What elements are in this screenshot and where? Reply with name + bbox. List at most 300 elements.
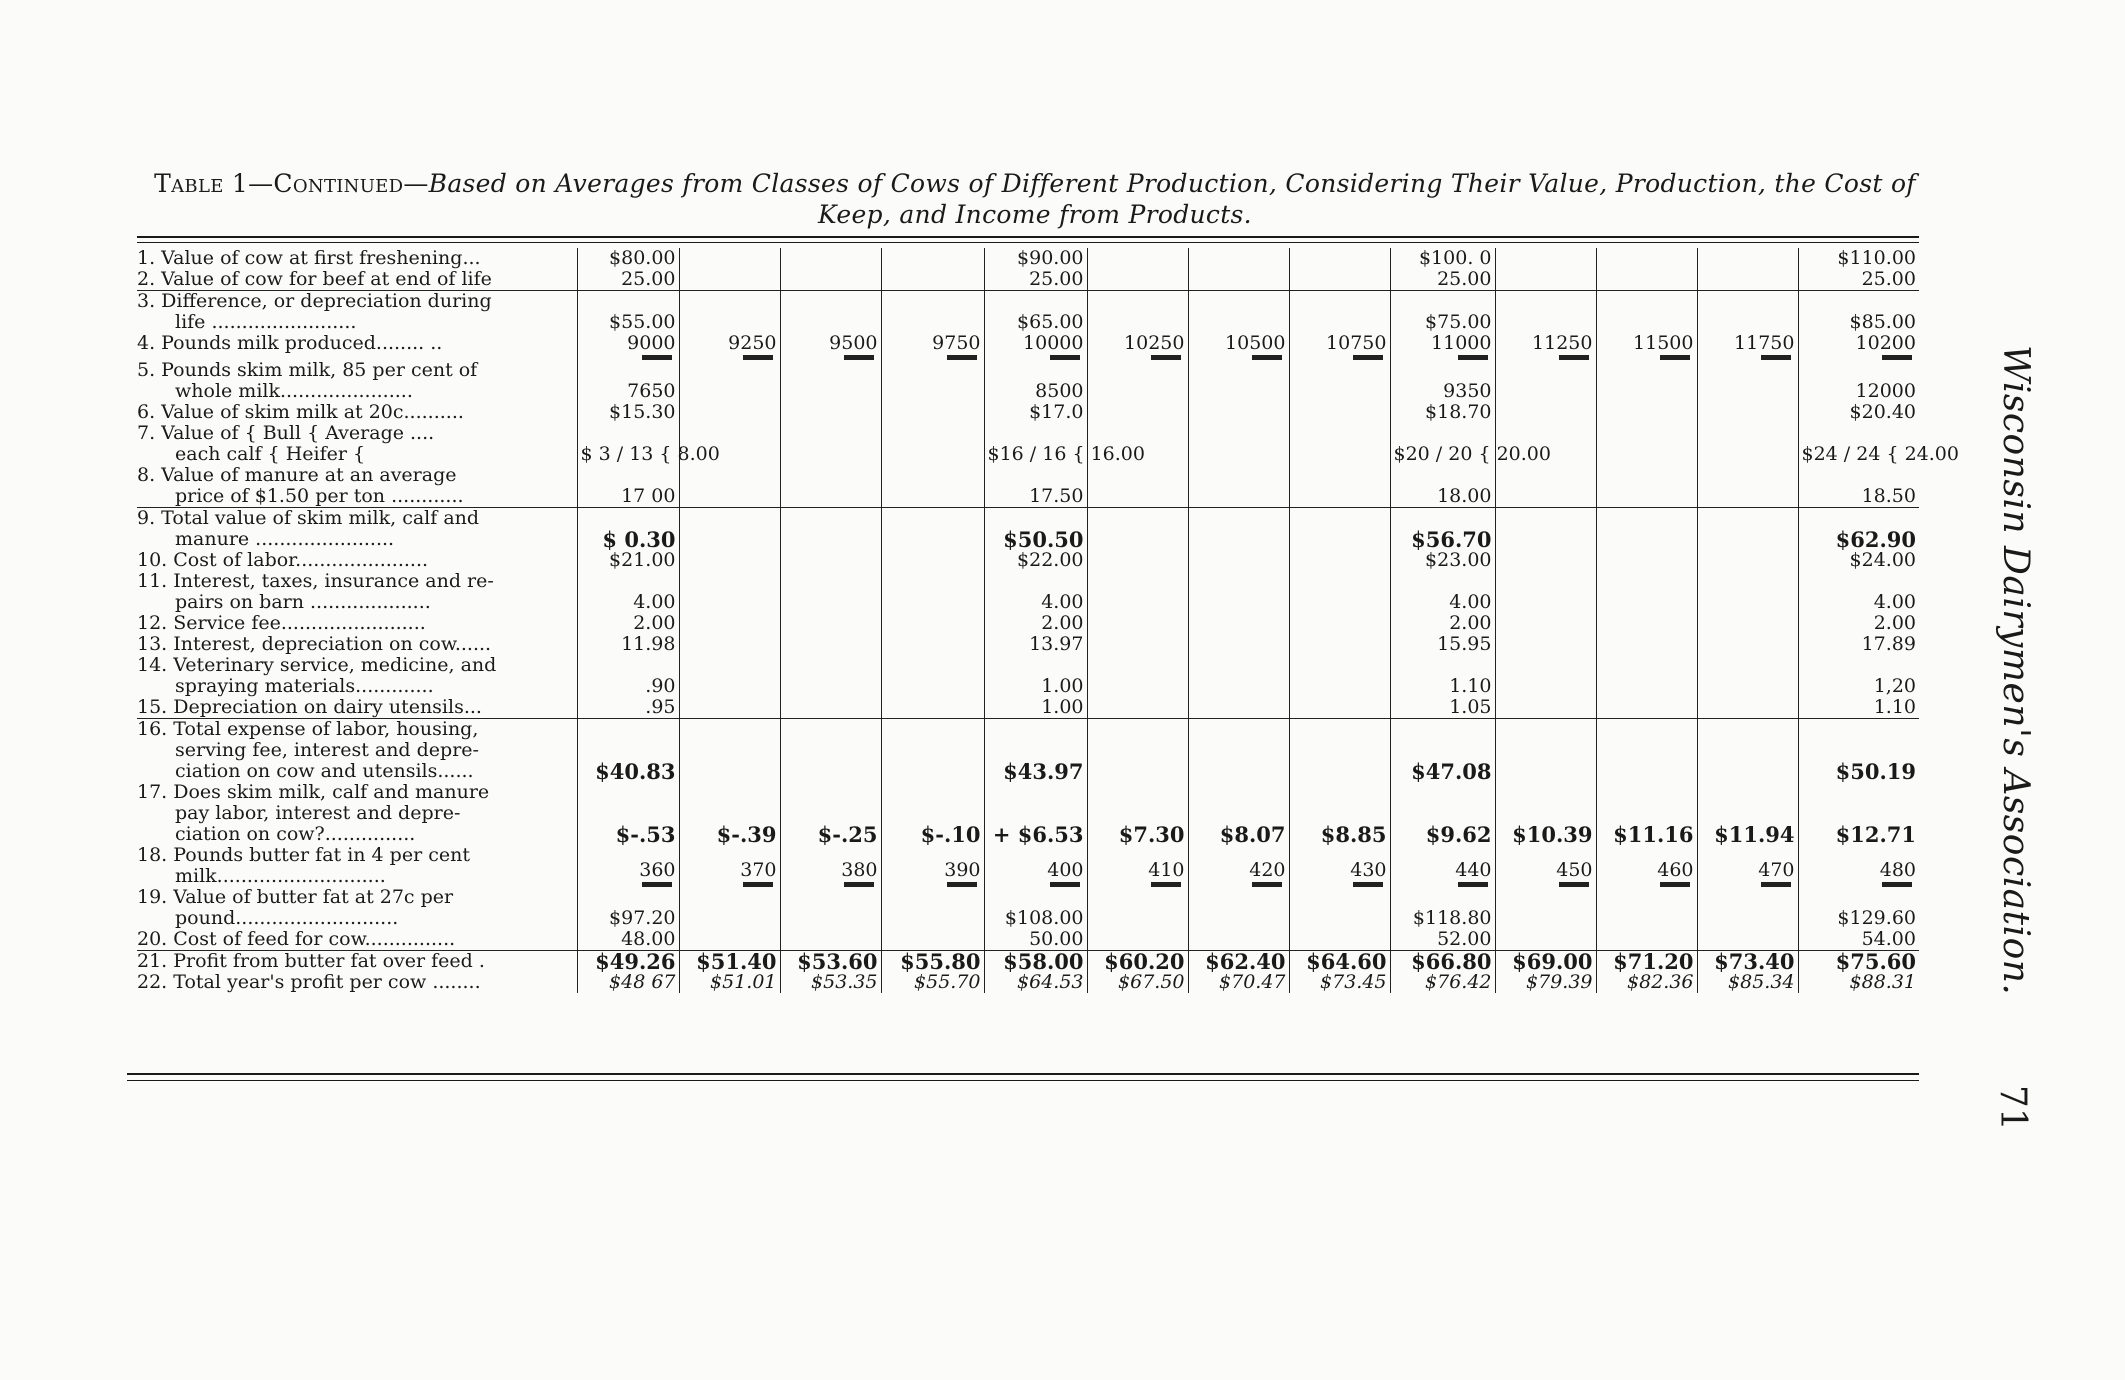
row-label: [137, 655, 577, 697]
table-cell: [780, 333, 881, 360]
table-cell: [1188, 508, 1289, 551]
table-row: [137, 929, 1919, 951]
row-label: [137, 634, 577, 655]
cell-value: $118.80: [1412, 907, 1492, 929]
table-cell: [1697, 972, 1798, 993]
cell-value: $53.35: [811, 971, 878, 993]
table-body: [137, 247, 1959, 993]
cell-value: $16 / 16 { 16.00: [987, 443, 1145, 465]
table-cell: [1289, 248, 1390, 269]
cell-value: $62.40: [1205, 949, 1286, 974]
table-cell: [1596, 634, 1697, 655]
row-label-line: 6. Value of skim milk at 20c..........: [137, 401, 464, 423]
table-row: [137, 550, 1919, 571]
table-cell: [1289, 887, 1390, 929]
table-cell: [1798, 719, 1919, 783]
table-cell: [881, 571, 984, 613]
cell-value: 450: [1556, 859, 1593, 881]
table-cell: [577, 248, 679, 269]
cell-value: 480: [1879, 859, 1916, 881]
table-cell: [1798, 550, 1919, 571]
cell-value: $62.90: [1835, 527, 1916, 552]
cell-value: $-.53: [615, 822, 676, 847]
table-cell: [1087, 782, 1188, 845]
table-cell: [577, 634, 679, 655]
table-cell: [1697, 655, 1798, 697]
table-cell: [1697, 845, 1798, 887]
table-cell: [984, 972, 1087, 993]
table-row: [137, 655, 1919, 697]
cell-value: 1.10: [1449, 675, 1492, 697]
cell-value: 11.98: [621, 633, 676, 655]
cell-value: $55.00: [609, 311, 676, 333]
row-label-line: pay labor, interest and depre-: [175, 802, 461, 824]
table-cell: [1798, 929, 1919, 951]
table-cell: [881, 248, 984, 269]
row-label: [137, 269, 577, 291]
cell-value: $129.60: [1837, 907, 1916, 929]
table-cell: [1798, 951, 1919, 973]
row-label: [137, 972, 577, 993]
table-cell: [1596, 929, 1697, 951]
cell-value: $65.00: [1017, 311, 1084, 333]
table-cell: [1390, 951, 1495, 973]
table-cell: [1697, 360, 1798, 402]
table-cell: [780, 697, 881, 719]
table-cell: [780, 423, 881, 465]
cell-value: 360: [639, 859, 676, 881]
table-cell: [1087, 613, 1188, 634]
table-cell: [1798, 972, 1919, 993]
table-row: [137, 613, 1919, 634]
table-cell: [1798, 269, 1919, 291]
table-cell: [679, 972, 780, 993]
table-cell: [984, 402, 1087, 423]
table-cell: [1495, 951, 1596, 973]
table-cell: [1596, 508, 1697, 551]
table-row: [137, 465, 1919, 508]
table-cell: [780, 929, 881, 951]
table-cell: [1495, 719, 1596, 783]
table-cell: [1495, 634, 1596, 655]
cell-value: $24 / 24 { 24.00: [1801, 443, 1959, 465]
table-cell: [1798, 571, 1919, 613]
table-cell: [577, 360, 679, 402]
table-cell: [577, 333, 679, 360]
table-cell: [1798, 333, 1919, 360]
table-cell: [780, 634, 881, 655]
table-cell: [1798, 697, 1919, 719]
table-cell: [984, 423, 1145, 465]
table-cell: [679, 269, 780, 291]
table-cell: [679, 845, 780, 887]
cost-table: [137, 247, 1959, 993]
table-cell: [1596, 423, 1697, 465]
table-cell: [780, 887, 881, 929]
cell-value: 11250: [1532, 332, 1593, 354]
cell-value: 17.89: [1861, 633, 1916, 655]
table-cell: [679, 929, 780, 951]
table-cell: [1390, 697, 1495, 719]
row-label-line: 16. Total expense of labor, housing,: [137, 718, 479, 740]
cell-value: $21.00: [609, 549, 676, 571]
table-cell: [1188, 951, 1289, 973]
table-cell: [679, 719, 780, 783]
table-cell: [1697, 465, 1798, 508]
row-label: [137, 423, 577, 465]
table-cell: [984, 269, 1087, 291]
table-cell: [1798, 782, 1919, 845]
table-cell: [1390, 782, 1495, 845]
table-cell: [1596, 360, 1697, 402]
cell-value: $47.08: [1411, 759, 1492, 784]
table-cell: [1289, 423, 1390, 465]
table-cell: [1495, 333, 1596, 360]
cell-value: 8500: [1035, 380, 1084, 402]
table-cell: [984, 550, 1087, 571]
table-cell: [679, 291, 780, 334]
cell-value: $58.00: [1003, 949, 1084, 974]
cell-value: $ 0.30: [602, 527, 676, 552]
table-cell: [679, 613, 780, 634]
table-cell: [1087, 333, 1188, 360]
cell-value: $18.70: [1425, 401, 1492, 423]
table-cell: [1495, 465, 1596, 508]
table-cell: [1087, 465, 1188, 508]
row-label-line: ciation on cow and utensils......: [175, 760, 474, 782]
cell-value: $50.50: [1003, 527, 1084, 552]
cell-value: 9250: [728, 332, 777, 354]
table-row: [137, 508, 1919, 551]
table-row: [137, 571, 1919, 613]
table-cell: [1188, 782, 1289, 845]
table-cell: [679, 887, 780, 929]
table-cell: [1697, 571, 1798, 613]
table-cell: [1390, 248, 1495, 269]
table-cell: [1188, 550, 1289, 571]
cell-value: + $6.53: [992, 822, 1084, 847]
table-cell: [577, 719, 679, 783]
cell-value: 4.00: [1873, 591, 1916, 613]
row-label-line: life ........................: [175, 311, 357, 333]
cell-value: $64.60: [1306, 949, 1387, 974]
table-cell: [577, 655, 679, 697]
cell-value: 2.00: [1873, 612, 1916, 634]
table-cell: [1495, 845, 1596, 887]
cell-value: $79.39: [1526, 971, 1593, 993]
table-cell: [1188, 845, 1289, 887]
table-cell: [984, 465, 1087, 508]
table-cell: [1495, 269, 1596, 291]
cell-value: 15.95: [1437, 633, 1492, 655]
table-cell: [1188, 423, 1289, 465]
row-label-line: spraying materials.............: [175, 675, 434, 697]
table-cell: [1596, 697, 1697, 719]
cell-value: $-.39: [716, 822, 777, 847]
cell-value: 1.00: [1041, 675, 1084, 697]
row-label-line: 5. Pounds skim milk, 85 per cent of: [137, 359, 478, 381]
cell-value: $10.39: [1512, 822, 1593, 847]
bottom-rule: [127, 1073, 1919, 1075]
table-cell: [984, 929, 1087, 951]
table-cell: [780, 571, 881, 613]
table-cell: [1697, 613, 1798, 634]
table-cell: [679, 333, 780, 360]
cell-value: $22.00: [1017, 549, 1084, 571]
table-cell: [1495, 508, 1596, 551]
cell-value: 9500: [829, 332, 878, 354]
running-title: Wisconsin Dairymen's Association.: [1995, 345, 2036, 996]
cell-value: $20 / 20 { 20.00: [1393, 443, 1551, 465]
row-label-line: 19. Value of butter fat at 27c per: [137, 886, 454, 908]
row-label: [137, 360, 577, 402]
table-cell: [1798, 360, 1919, 402]
cell-value: $53.60: [797, 949, 878, 974]
table-cell: [1390, 465, 1495, 508]
table-cell: [1087, 951, 1188, 973]
table-cell: [780, 360, 881, 402]
table-cell: [1390, 845, 1495, 887]
table-cell: [577, 951, 679, 973]
cell-value: $67.50: [1118, 971, 1185, 993]
table-cell: [1596, 550, 1697, 571]
cell-value: 1,20: [1873, 675, 1916, 697]
table-row: [137, 423, 1919, 465]
table-cell: [1188, 465, 1289, 508]
table-cell: [1289, 655, 1390, 697]
table-cell: [1596, 972, 1697, 993]
table-cell: [577, 291, 679, 334]
table-cell: [881, 613, 984, 634]
table-cell: [1289, 291, 1390, 334]
caption-lead: Table 1—Continued—: [154, 169, 429, 198]
cell-value: $55.70: [914, 971, 981, 993]
table-cell: [881, 697, 984, 719]
table-cell: [1289, 719, 1390, 783]
table-cell: [881, 887, 984, 929]
row-label: [137, 291, 577, 334]
table-row: [137, 697, 1919, 719]
cell-value: $ 3 / 13 { 8.00: [580, 443, 720, 465]
cell-value: $97.20: [609, 907, 676, 929]
row-label-line: 13. Interest, depreciation on cow......: [137, 633, 492, 655]
table-cell: [1390, 423, 1551, 465]
table-cell: [881, 550, 984, 571]
row-label-line: 3. Difference, or depreciation during: [137, 290, 492, 312]
table-cell: [1697, 248, 1798, 269]
cell-value: $90.00: [1017, 247, 1084, 269]
table-cell: [577, 508, 679, 551]
cell-value: 18.50: [1861, 485, 1916, 507]
cell-value: 370: [740, 859, 777, 881]
table-cell: [577, 571, 679, 613]
cell-value: $40.83: [595, 759, 676, 784]
table-cell: [1495, 887, 1596, 929]
table-row: [137, 782, 1919, 845]
table-cell: [1596, 333, 1697, 360]
table-cell: [881, 423, 984, 465]
table-cell: [780, 269, 881, 291]
cell-value: 10500: [1225, 332, 1286, 354]
table-cell: [1188, 333, 1289, 360]
table-cell: [1495, 697, 1596, 719]
row-label: [137, 402, 577, 423]
table-cell: [881, 634, 984, 655]
cell-value: 10000: [1023, 332, 1084, 354]
cell-value: 12000: [1855, 380, 1916, 402]
table-row: [137, 634, 1919, 655]
table-cell: [780, 613, 881, 634]
table-cell: [984, 697, 1087, 719]
table-cell: [780, 972, 881, 993]
cell-value: $51.01: [710, 971, 777, 993]
row-label-line: 2. Value of cow for beef at end of life: [137, 268, 492, 290]
table-cell: [1495, 782, 1596, 845]
table-cell: [679, 465, 780, 508]
cell-value: $11.16: [1613, 822, 1694, 847]
table-cell: [780, 782, 881, 845]
table-cell: [1188, 402, 1289, 423]
row-label: [137, 719, 577, 783]
cell-value: $66.80: [1411, 949, 1492, 974]
table-cell: [1087, 269, 1188, 291]
table-cell: [679, 571, 780, 613]
table-cell: [1390, 887, 1495, 929]
table-cell: [1798, 291, 1919, 334]
row-label-line: 14. Veterinary service, medicine, and: [137, 654, 497, 676]
row-label-line: price of $1.50 per ton ............: [175, 485, 464, 507]
row-label-line: each calf { Heifer {: [175, 443, 366, 465]
table-cell: [1188, 291, 1289, 334]
table-cell: [1390, 571, 1495, 613]
cell-value: 1.05: [1449, 696, 1492, 718]
table-cell: [1596, 887, 1697, 929]
table-caption: [130, 168, 1940, 230]
cell-value: 17.50: [1029, 485, 1084, 507]
table-cell: [1289, 782, 1390, 845]
table-cell: [1289, 571, 1390, 613]
table-row: [137, 248, 1919, 269]
table-cell: [577, 269, 679, 291]
row-label-line: manure .......................: [175, 528, 395, 550]
cell-value: $15.30: [609, 401, 676, 423]
table-row: [137, 845, 1919, 887]
cell-value: $75.00: [1425, 311, 1492, 333]
cell-value: 25.00: [1861, 268, 1916, 290]
table-cell: [679, 951, 780, 973]
table-cell: [1289, 845, 1390, 887]
cell-value: 2.00: [1041, 612, 1084, 634]
table-cell: [1596, 845, 1697, 887]
table-cell: [780, 465, 881, 508]
table-cell: [1697, 719, 1798, 783]
table-cell: [1188, 929, 1289, 951]
cell-value: $108.00: [1004, 907, 1084, 929]
table-cell: [780, 845, 881, 887]
table-cell: [1188, 697, 1289, 719]
cell-value: $73.45: [1320, 971, 1387, 993]
table-cell: [1390, 719, 1495, 783]
row-label-line: whole milk......................: [175, 380, 413, 402]
cell-value: 48.00: [621, 928, 676, 950]
cell-value: $85.00: [1849, 311, 1916, 333]
table-cell: [1087, 845, 1188, 887]
cell-value: 9000: [627, 332, 676, 354]
page-number: 71: [1992, 1085, 2033, 1131]
table-cell: [881, 951, 984, 973]
table-row: [137, 333, 1919, 360]
table-cell: [1087, 634, 1188, 655]
cell-value: 25.00: [621, 268, 676, 290]
row-label-line: pairs on barn ....................: [175, 591, 431, 613]
table-cell: [1495, 929, 1596, 951]
table-cell: [1596, 951, 1697, 973]
table-row: [137, 269, 1919, 291]
cell-value: 25.00: [1029, 268, 1084, 290]
table-cell: [780, 291, 881, 334]
cell-value: 4.00: [633, 591, 676, 613]
cell-value: 9750: [932, 332, 981, 354]
cell-value: $-.10: [920, 822, 981, 847]
row-label-line: 18. Pounds butter fat in 4 per cent: [137, 844, 470, 866]
table-cell: [1596, 655, 1697, 697]
table-cell: [679, 248, 780, 269]
cell-value: $73.40: [1714, 949, 1795, 974]
bottom-rule-thin: [127, 1080, 1919, 1081]
table-cell: [1087, 719, 1188, 783]
table-cell: [1798, 887, 1919, 929]
top-rule: [137, 236, 1919, 238]
cell-value: $80.00: [609, 247, 676, 269]
cell-value: $64.53: [1017, 971, 1084, 993]
row-label-line: serving fee, interest and depre-: [175, 739, 479, 761]
table-cell: [881, 972, 984, 993]
row-label: [137, 929, 577, 951]
table-cell: [881, 929, 984, 951]
cell-value: 1.00: [1041, 696, 1084, 718]
table-cell: [984, 333, 1087, 360]
table-cell: [780, 402, 881, 423]
cell-value: 2.00: [633, 612, 676, 634]
cell-value: 25.00: [1437, 268, 1492, 290]
cell-value: 52.00: [1437, 928, 1492, 950]
table-cell: [1188, 613, 1289, 634]
table-cell: [984, 951, 1087, 973]
row-label: [137, 887, 577, 929]
table-cell: [1390, 929, 1495, 951]
table-cell: [679, 697, 780, 719]
cell-value: $76.42: [1425, 971, 1492, 993]
cell-value: $100. 0: [1418, 247, 1492, 269]
table-cell: [1798, 248, 1919, 269]
table-row: [137, 719, 1919, 783]
table-cell: [1188, 571, 1289, 613]
cell-value: $69.00: [1512, 949, 1593, 974]
table-cell: [780, 508, 881, 551]
table-cell: [1495, 360, 1596, 402]
table-cell: [1087, 697, 1188, 719]
row-label-line: 10. Cost of labor......................: [137, 549, 429, 571]
cell-value: .90: [645, 675, 676, 697]
table-cell: [1596, 613, 1697, 634]
row-label: [137, 697, 577, 719]
table-row: [137, 887, 1919, 929]
cell-value: 400: [1047, 859, 1084, 881]
table-cell: [577, 697, 679, 719]
table-cell: [1087, 929, 1188, 951]
table-cell: [1087, 887, 1188, 929]
table-cell: [1697, 269, 1798, 291]
